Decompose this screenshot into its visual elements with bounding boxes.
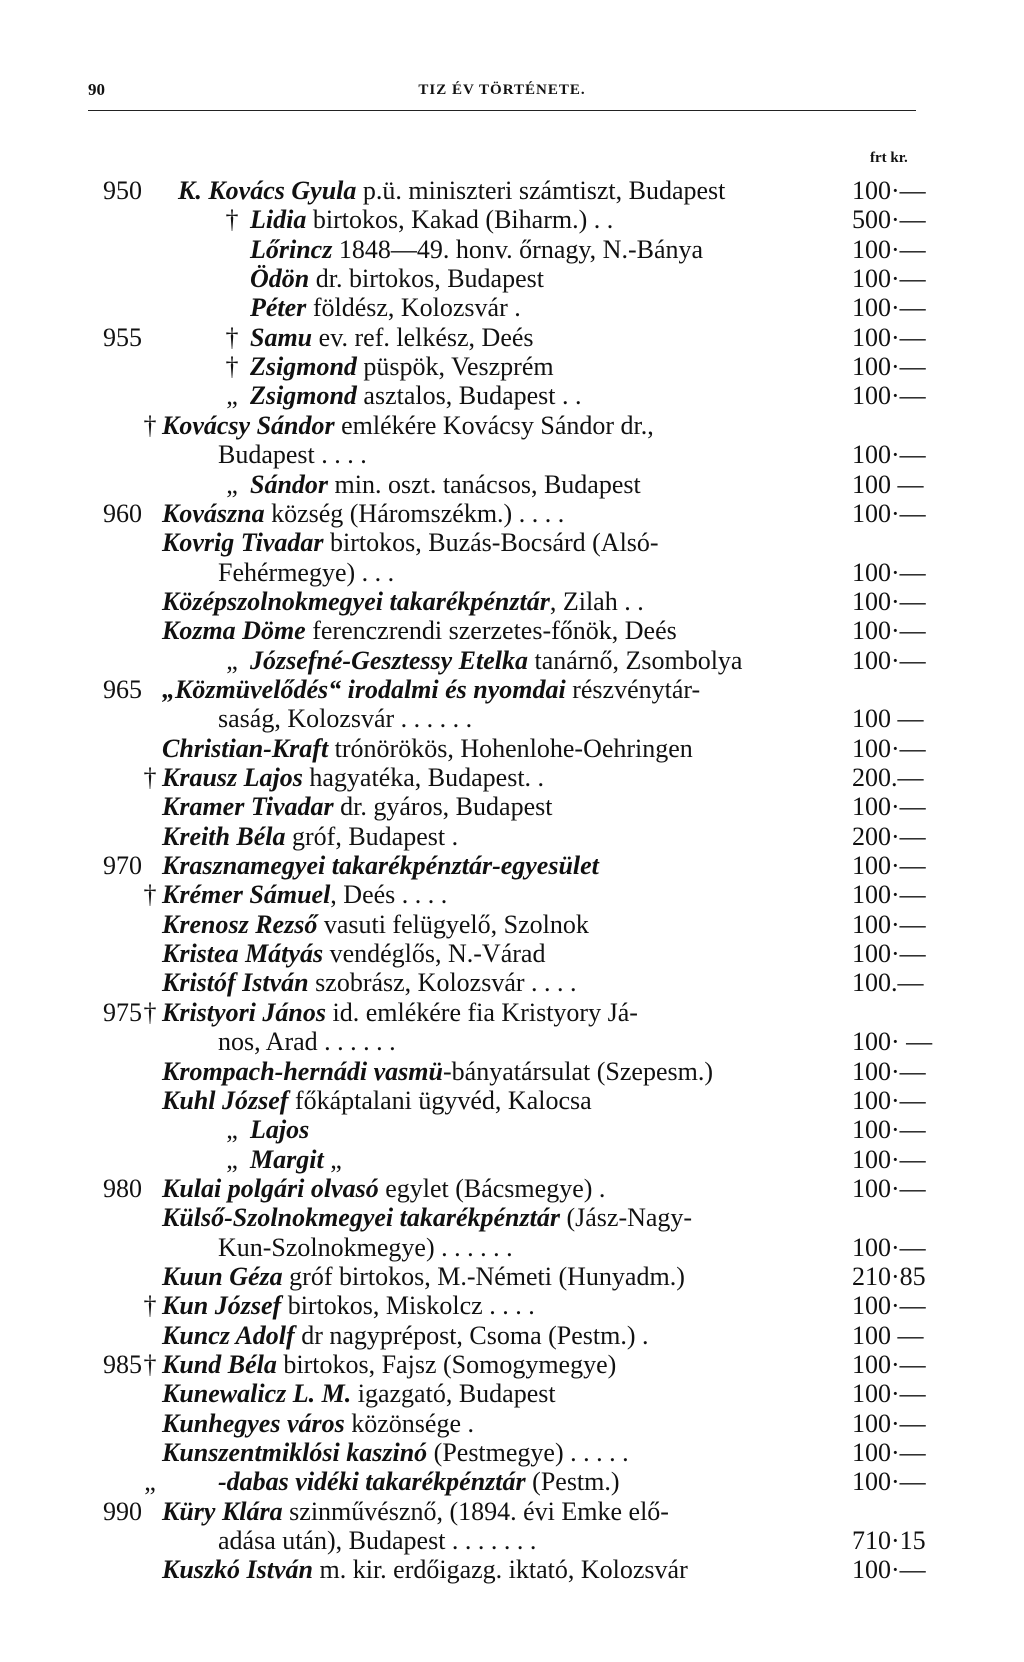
entry-text	[162, 1497, 669, 1527]
donor-description: birtokos, Buzás-Bocsárd (Alsó-	[323, 528, 659, 558]
donation-amount: 100·—	[852, 1085, 926, 1115]
donor-name: Kunszentmiklósi kaszinó	[162, 1438, 428, 1468]
entry-number: 965	[103, 674, 142, 704]
donation-amount: 100·—	[852, 1173, 926, 1203]
donor-description: min. oszt. tanácsos, Budapest	[328, 469, 641, 499]
entry-text	[162, 1291, 535, 1321]
donor-name: Külső-Szolnokmegyei takarékpénztár	[162, 1203, 560, 1233]
entry-text	[162, 675, 700, 705]
donor-name: Ödön	[250, 264, 310, 294]
donor-description: ferenczrendi szerzetes-főnök, Deés	[305, 616, 677, 646]
list-item	[0, 1057, 1024, 1087]
list-item	[0, 675, 1024, 705]
donor-description: birtokos, Miskolcz . . . .	[281, 1291, 535, 1321]
deceased-mark: †	[143, 1291, 157, 1321]
donor-name: Kovászna	[162, 498, 265, 528]
deceased-mark: „	[226, 381, 238, 411]
entry-text	[162, 616, 677, 646]
list-item	[0, 1027, 1024, 1057]
donation-amount: 100·—	[852, 1438, 926, 1468]
entry-text	[162, 1262, 685, 1292]
list-item	[0, 822, 1024, 852]
entry-text	[162, 587, 644, 617]
list-item	[0, 1497, 1024, 1527]
donation-amount: 100 —	[852, 469, 924, 499]
donor-description: , Zilah . .	[549, 586, 644, 616]
deceased-mark: „	[226, 645, 238, 675]
donation-amount: 100·—	[852, 440, 926, 470]
donor-name: Kuszkó István	[162, 1555, 313, 1585]
donor-name: Krémer Sámuel	[162, 880, 331, 910]
list-item	[0, 1291, 1024, 1321]
donation-amount: 100·—	[852, 939, 926, 969]
list-item	[0, 646, 1024, 676]
donation-amount: 100·—	[852, 322, 926, 352]
donation-amount: 100·—	[852, 909, 926, 939]
list-item	[0, 998, 1024, 1028]
list-item	[0, 440, 1024, 470]
donor-name: Küry Klára	[162, 1496, 283, 1526]
donation-amount: 100·—	[852, 1350, 926, 1379]
entry-text	[162, 734, 693, 764]
donor-name: Zsigmond	[250, 352, 357, 382]
donor-description: p.ü. miniszteri számtiszt, Budapest	[356, 176, 726, 205]
donor-description: vendéglős, N.-Várad	[323, 939, 546, 969]
entry-text	[218, 1233, 513, 1263]
donation-amount: 100·—	[852, 586, 926, 616]
list-item	[0, 499, 1024, 529]
donor-description: birtokos, Fajsz (Somogymegye)	[276, 1350, 617, 1379]
entry-text	[218, 440, 367, 470]
entry-text	[162, 998, 638, 1028]
list-item	[0, 176, 1024, 206]
donor-description: m. kir. erdőigazg. iktató, Kolozsvár	[313, 1555, 688, 1585]
donor-description: gróf birtokos, M.-Németi (Hunyadm.)	[282, 1261, 685, 1291]
donor-description: 1848—49. honv. őrnagy, N.-Bánya	[332, 234, 704, 264]
donation-amount: 100·—	[852, 381, 926, 411]
entry-text	[162, 822, 458, 852]
donor-description: (Pestmegye) . . . . .	[427, 1438, 629, 1468]
entry-text	[250, 1145, 342, 1175]
donation-amount: 100·—	[852, 176, 926, 205]
list-item	[0, 264, 1024, 294]
donation-amount: 100·—	[852, 645, 926, 675]
donation-amount: 100·—	[852, 234, 926, 264]
donor-name: Kramer Tivadar	[162, 792, 334, 822]
donation-amount: 100·—	[852, 1115, 926, 1145]
entry-text	[162, 1379, 556, 1409]
list-item	[0, 1233, 1024, 1263]
donor-description: saság, Kolozsvár . . . . . .	[218, 704, 473, 734]
donation-amount: 210·85	[852, 1261, 926, 1291]
deceased-mark: „	[226, 469, 238, 499]
entry-text	[162, 1350, 616, 1380]
donor-description: , Deés . . . .	[330, 880, 448, 910]
list-item	[0, 968, 1024, 998]
list-item	[0, 1086, 1024, 1116]
donor-description: részvénytár-	[565, 674, 701, 704]
donor-name: Margit	[250, 1144, 324, 1174]
entry-number: 990	[103, 1496, 142, 1526]
donor-description: „	[323, 1144, 342, 1174]
entry-number: 975	[103, 997, 142, 1027]
entry-text	[218, 558, 394, 588]
entry-text	[250, 470, 641, 500]
donation-amount: 100 —	[852, 1320, 924, 1350]
entry-text	[218, 1526, 536, 1556]
entry-text	[162, 1321, 649, 1351]
donation-amount: 100·—	[852, 352, 926, 382]
list-item	[0, 587, 1024, 617]
donor-name: Krausz Lajos	[162, 763, 303, 792]
entry-text	[250, 381, 582, 411]
entry-text	[162, 1555, 688, 1585]
entry-text	[162, 499, 564, 529]
donor-name: Kristyori János	[162, 997, 326, 1027]
donation-amount: 100·—	[852, 1379, 926, 1409]
entry-text	[162, 411, 654, 441]
list-item	[0, 1115, 1024, 1145]
list-item	[0, 1526, 1024, 1556]
donor-name: Középszolnokmegyei takarékpénztár	[162, 586, 550, 616]
deceased-mark: †	[143, 763, 157, 792]
list-item	[0, 411, 1024, 441]
list-item	[0, 381, 1024, 411]
list-item	[0, 910, 1024, 940]
donor-description: főkáptalani ügyvéd, Kalocsa	[288, 1085, 592, 1115]
deceased-mark: †	[225, 322, 239, 352]
donor-name: Kuncz Adolf	[162, 1320, 295, 1350]
donor-name: Péter	[250, 293, 307, 323]
deceased-mark: †	[225, 352, 239, 382]
donation-amount: 100·—	[852, 557, 926, 587]
donation-amount: 100·—	[852, 1291, 926, 1321]
donor-name: Samu	[250, 322, 313, 352]
entry-text	[162, 763, 544, 793]
donation-amount: 100·—	[852, 792, 926, 822]
donation-amount: 100·—	[852, 1232, 926, 1262]
donor-description: Kun-Szolnokmegye) . . . . . .	[218, 1232, 513, 1262]
entry-text	[250, 293, 521, 323]
donor-description: adása után), Budapest . . . . . . .	[218, 1526, 537, 1556]
donor-description: püspök, Veszprém	[356, 352, 554, 382]
donor-description: (Pestm.)	[525, 1467, 620, 1497]
donor-name: -dabas vidéki takarékpénztár	[218, 1467, 526, 1497]
list-item	[0, 352, 1024, 382]
page-number: 90	[88, 80, 105, 99]
entry-number: 970	[103, 851, 142, 881]
donor-name: Krenosz Rezső	[162, 909, 318, 939]
entry-number: 955	[103, 322, 142, 352]
entry-text	[250, 205, 613, 235]
donor-description: trónörökös, Hohenlohe-Oehringen	[328, 733, 693, 763]
entry-text	[162, 939, 545, 969]
list-item	[0, 470, 1024, 500]
entry-text	[250, 235, 703, 265]
donor-name: „Közmüvelődés“ irodalmi és nyomdai	[162, 674, 566, 704]
currency-unit-header: frt kr.	[870, 150, 908, 166]
list-item	[0, 851, 1024, 881]
entry-text	[162, 910, 589, 940]
entry-text	[162, 1438, 629, 1468]
donor-description: birtokos, Kakad (Biharm.) . .	[306, 205, 614, 235]
list-item	[0, 939, 1024, 969]
donor-name: Kristea Mátyás	[162, 939, 324, 969]
donor-name: Kreith Béla	[162, 821, 286, 851]
entry-text	[250, 1115, 309, 1145]
list-item	[0, 734, 1024, 764]
entry-text	[162, 1057, 713, 1087]
list-item	[0, 1467, 1024, 1497]
donor-name: Kulai polgári olvasó	[162, 1173, 379, 1203]
deceased-mark: „	[226, 1144, 238, 1174]
donation-amount: 100·—	[852, 616, 926, 646]
donation-amount: 100·—	[852, 733, 926, 763]
donation-amount: 500·—	[852, 205, 926, 235]
donor-name: Józsefné-Gesztessy Etelka	[250, 645, 529, 675]
donor-description: földész, Kolozsvár .	[306, 293, 521, 323]
list-item	[0, 323, 1024, 353]
donor-description: egylet (Bácsmegye) .	[378, 1173, 606, 1203]
donation-amount: 200·—	[852, 821, 926, 851]
deceased-mark: „	[226, 1115, 238, 1145]
list-item	[0, 205, 1024, 235]
entry-text	[162, 851, 599, 881]
entry-text	[162, 1174, 605, 1204]
donor-description: község (Háromszékm.) . . . .	[264, 498, 565, 528]
donor-description: szobrász, Kolozsvár . . . .	[308, 968, 577, 998]
donation-amount: 100·—	[852, 1144, 926, 1174]
donor-name: K. Kovács Gyula	[178, 176, 357, 205]
donor-description: vasuti felügyelő, Szolnok	[317, 909, 589, 939]
entry-text	[162, 792, 552, 822]
entry-text	[218, 704, 472, 734]
donation-amount: 200.—	[852, 763, 924, 792]
deceased-mark: †	[143, 997, 157, 1027]
donor-name: Kund Béla	[162, 1350, 277, 1379]
list-item	[0, 880, 1024, 910]
donor-name: Christian-Kraft	[162, 733, 329, 763]
entry-text	[250, 352, 554, 382]
donor-description: gróf, Budapest .	[285, 821, 459, 851]
donation-amount: 100 —	[852, 704, 924, 734]
list-item	[0, 763, 1024, 793]
list-item	[0, 235, 1024, 265]
deceased-mark: †	[143, 880, 157, 910]
donor-name: Lőrincz	[250, 234, 333, 264]
donor-description: nos, Arad . . . . . .	[218, 1027, 396, 1057]
donor-name: Kun József	[162, 1291, 282, 1321]
list-item	[0, 1438, 1024, 1468]
donor-description: hagyatéka, Budapest. .	[302, 763, 545, 792]
donor-name: Lajos	[250, 1115, 310, 1145]
running-title: TIZ ÉV TÖRTÉNETE.	[418, 82, 586, 98]
donor-description: -bányatársulat (Szepesm.)	[443, 1056, 714, 1086]
donor-description: emlékére Kovácsy Sándor dr.,	[334, 410, 654, 440]
donation-amount: 100·—	[852, 498, 926, 528]
donation-amount: 100·—	[852, 1056, 926, 1086]
list-item	[0, 1203, 1024, 1233]
entry-text	[250, 646, 742, 676]
list-item	[0, 792, 1024, 822]
list-item	[0, 528, 1024, 558]
entry-number: 985	[103, 1350, 142, 1379]
list-item	[0, 558, 1024, 588]
donor-name: Krompach-hernádi vasmü	[162, 1056, 443, 1086]
list-item	[0, 1174, 1024, 1204]
entry-text	[250, 323, 534, 353]
donation-amount: 100·—	[852, 293, 926, 323]
entry-text	[162, 968, 577, 998]
entry-text	[162, 1086, 592, 1116]
list-item	[0, 704, 1024, 734]
donor-description: igazgató, Budapest	[351, 1379, 556, 1409]
entry-text	[162, 528, 659, 558]
entry-number: 950	[103, 176, 142, 205]
donation-amount: 100· —	[852, 1027, 933, 1057]
donor-description: asztalos, Budapest . .	[356, 381, 582, 411]
donation-amount: 100.—	[852, 968, 924, 998]
donor-description: id. emlékére fia Kristyory Já-	[326, 997, 638, 1027]
donation-amount: 100·—	[852, 880, 926, 910]
donor-name: Kristóf István	[162, 968, 309, 998]
donation-amount: 100·—	[852, 1555, 926, 1585]
donor-name: Kozma Döme	[162, 616, 306, 646]
list-item	[0, 1555, 1024, 1585]
entry-number: 980	[103, 1173, 142, 1203]
donor-name: Lidia	[250, 205, 307, 235]
donor-name: Krasznamegyei takarékpénztár-egyesület	[162, 851, 599, 881]
entry-text	[162, 880, 447, 910]
list-item	[0, 1350, 1024, 1380]
donor-description: Fehérmegye) . . .	[218, 557, 395, 587]
donor-description: dr nagyprépost, Csoma (Pestm.) .	[294, 1320, 649, 1350]
list-item	[0, 1379, 1024, 1409]
donor-name: Kovácsy Sándor	[162, 410, 335, 440]
list-item	[0, 293, 1024, 323]
donor-description: (Jász-Nagy-	[559, 1203, 693, 1233]
donation-amount: 100·—	[852, 851, 926, 881]
donor-name: Kunewalicz L. M.	[162, 1379, 352, 1409]
donation-amount: 100·—	[852, 1467, 926, 1497]
entry-number: 960	[103, 498, 142, 528]
donor-description: dr. gyáros, Budapest	[333, 792, 553, 822]
deceased-mark: †	[143, 410, 157, 440]
entry-text	[162, 1409, 474, 1439]
donor-description: Budapest . . . .	[218, 440, 367, 470]
entry-text	[250, 264, 544, 294]
list-item	[0, 616, 1024, 646]
deceased-mark: †	[143, 1350, 157, 1379]
entry-text	[218, 1027, 396, 1057]
donation-amount: 710·15	[852, 1526, 926, 1556]
donor-description: közönsége .	[344, 1408, 474, 1438]
donation-amount: 100·—	[852, 264, 926, 294]
donor-description: dr. birtokos, Budapest	[309, 264, 544, 294]
entry-text	[218, 1467, 620, 1497]
donor-name: Zsigmond	[250, 381, 357, 411]
donor-name: Sándor	[250, 469, 329, 499]
entry-text	[178, 176, 725, 206]
list-item	[0, 1409, 1024, 1439]
list-item	[0, 1145, 1024, 1175]
list-item	[0, 1321, 1024, 1351]
donor-name: Kovrig Tivadar	[162, 528, 324, 558]
deceased-mark: „	[144, 1467, 156, 1497]
donor-description: szinművésznő, (1894. évi Emke elő-	[282, 1496, 669, 1526]
donor-description: tanárnő, Zsombolya	[528, 645, 743, 675]
donation-amount: 100·—	[852, 1408, 926, 1438]
donor-name: Kuhl József	[162, 1085, 289, 1115]
deceased-mark: †	[225, 205, 239, 235]
donor-name: Kuun Géza	[162, 1261, 283, 1291]
entry-text	[162, 1203, 692, 1233]
donor-name: Kunhegyes város	[162, 1408, 345, 1438]
donor-description: ev. ref. lelkész, Deés	[312, 322, 534, 352]
list-item	[0, 1262, 1024, 1292]
